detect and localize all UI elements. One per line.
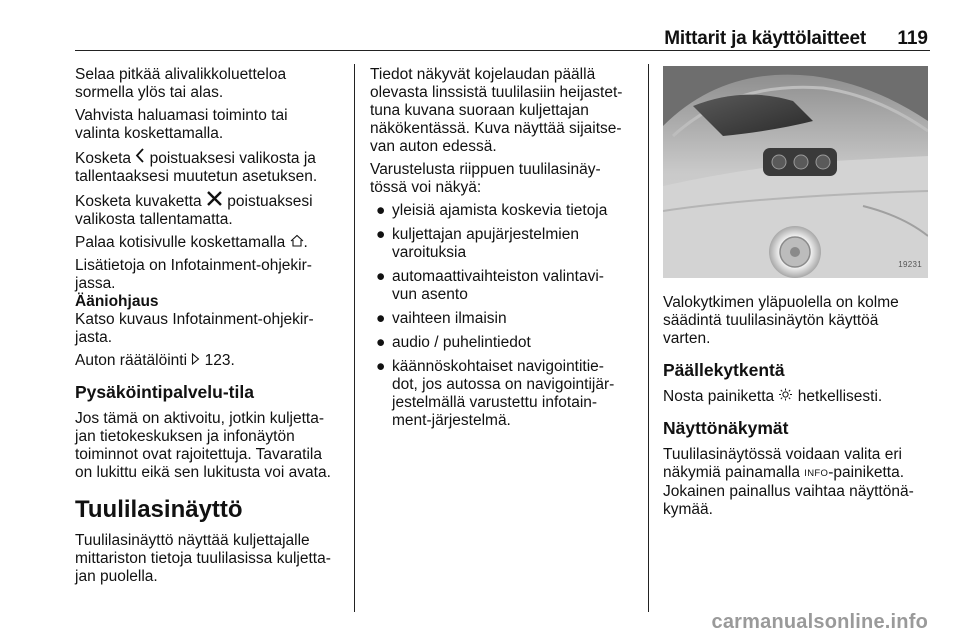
chapter-title: Mittarit ja käyttölaitteet [664,28,866,49]
column-1 [75,66,347,591]
switch-on-heading: Päällekytkentä [663,360,785,380]
list-item: ● käännöskohtaiset navigointitie- dot, jos autossa on navigointijär- jestelmällä varustettu infotain- ment-järjestelmä. [376,358,615,429]
list-item: ● vaihteen ilmaisin [376,310,507,327]
paragraph: Selaa pitkää alivalikkoluetteloa sormella ylös tai alas. [75,66,287,101]
bullet-list [370,202,635,430]
page-number: 119 [897,28,928,49]
paragraph: Palaa kotisivulle koskettamalla . [75,234,308,251]
hud-sun-icon [778,388,793,406]
paragraph: Auton räätälöinti 123. [75,352,235,369]
paragraph: Vahvista haluamasi toiminto tai valinta koskettamalla. [75,107,288,142]
hud-controls-photo [663,66,928,278]
parking-heading: Pysäköintipalvelu-tila [75,382,254,402]
chevron-left-icon [135,148,145,168]
hud-heading: Tuulilasinäyttö [75,496,243,523]
paragraph: Tuulilasinäytössä voidaan valita eri näkymiä painamalla INFO-painiketta. [663,446,905,481]
paragraph: Lisätietoja on Infotainment-ohjekir- jassa. [75,257,312,292]
display-views-heading: Näyttönäkymät [663,418,789,438]
figure-code: 19231 [898,260,922,269]
list-item: ● yleisiä ajamista koskevia tietoja [376,202,608,219]
voice-control-heading: Ääniohjaus [75,293,159,310]
close-x-icon [206,191,223,211]
paragraph: Jos tämä on aktivoitu, jotkin kuljetta- jan tietokeskuksen ja infonäytön toiminnot ovat rajoitettuja. Tavaratila on lukittu eikä sen lukitusta voi avata. [75,410,331,481]
column-2 [370,66,635,436]
list-item: ● automaattivaihteiston valintavi- vun asento [376,268,604,303]
paragraph: Tuulilasinäyttö näyttää kuljettajalle mittariston tietoja tuulilasissa kuljetta- jan puolella. [75,532,331,585]
column-divider [648,64,649,612]
page-reference: 123. [204,352,235,369]
paragraph: Nosta painiketta hetkellisesti. [663,388,883,405]
list-item: ● audio / puhelintiedot [376,334,531,351]
paragraph: Katso kuvaus Infotainment-ohjekir- jasta. [75,311,314,346]
figure-caption: Valokytkimen yläpuolella on kolme säädintä tuulilasinäytön käyttöä varten. [663,294,899,347]
home-icon [290,234,304,252]
watermark: carmanualsonline.info [711,611,928,633]
list-item: ● kuljettajan apujärjestelmien varoituksia [376,226,579,261]
column-divider [354,64,355,612]
page-header [75,26,930,51]
paragraph: Kosketa poistuaksesi valikosta ja tallentaaksesi muutetun asetuksen. [75,150,318,185]
column-3 [663,66,928,524]
reference-arrow-icon [191,352,200,370]
info-button-symbol: INFO [804,468,829,479]
paragraph: Varustelusta riippuen tuulilasinäy- tössä voi näkyä: [370,161,601,196]
paragraph: Kosketa kuvaketta poistuaksesi valikosta tallentamatta. [75,193,313,228]
paragraph: Tiedot näkyvät kojelaudan päällä olevasta linssistä tuulilasiin heijastet- tuna kuvana suoraan kuljettajan näkökentässä. Kuva näyttää sijaitse- van auton edessä. [370,66,623,155]
paragraph: Jokainen painallus vaihtaa näyttönä- kymää. [663,483,914,518]
